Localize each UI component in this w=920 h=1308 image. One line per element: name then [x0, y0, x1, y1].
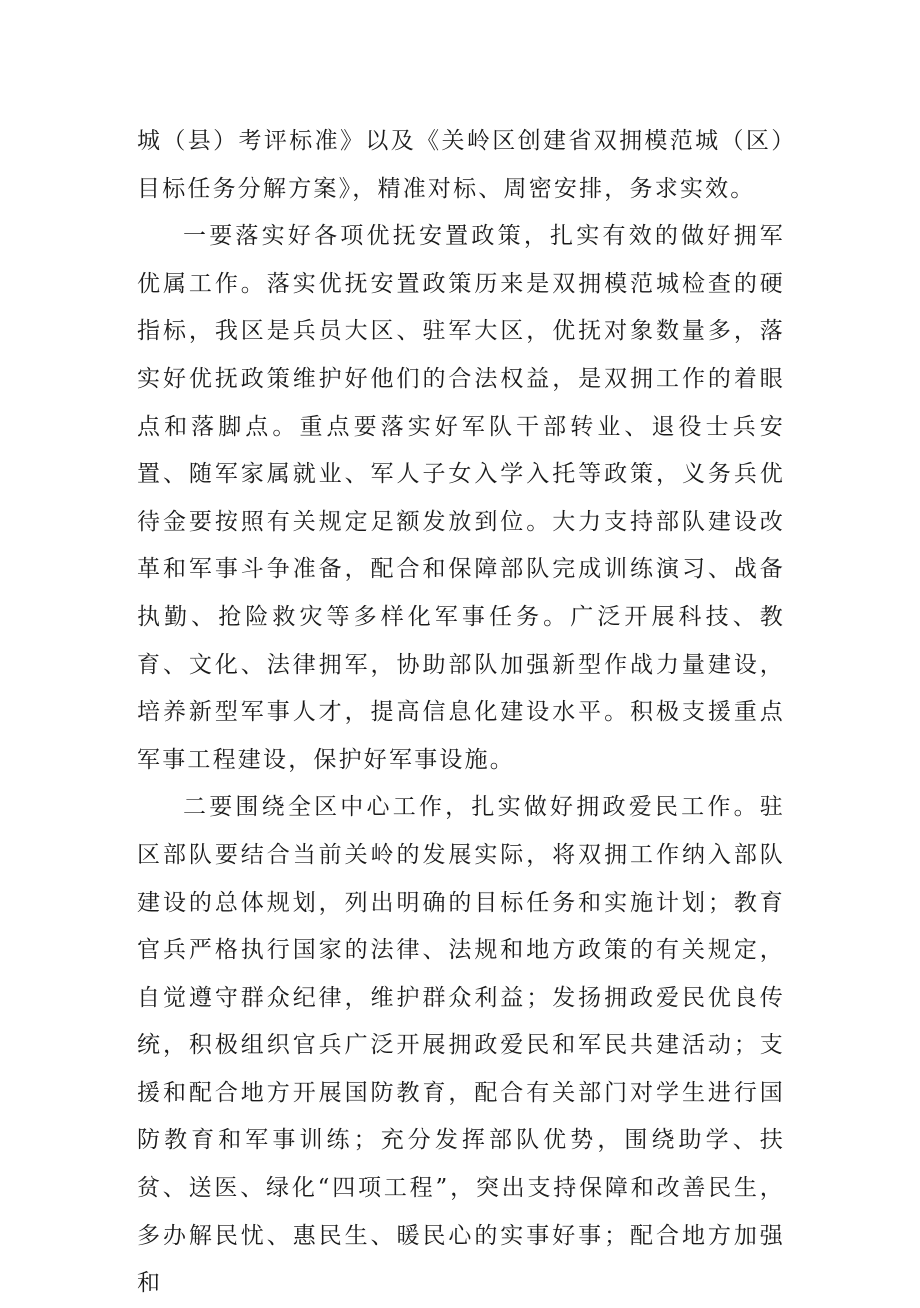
paragraph-government-support: 二要围绕全区中心工作，扎实做好拥政爱民工作。驻区部队要结合当前关岭的发展实际，将双拥工作纳入部队建设的总体规划，列出明确的目标任务和实施计划；教育官兵严格执行国家的法律、法规和地方政策的有关规定，自觉遵守群众纪律，维护群众利益；发扬拥政爱民优良传统，积极组织官兵广泛开展拥政爱民和军民共建活动；支援和配合地方开展国防教育，配合有关部门对学生进行国防教育和军事训练；充分发挥部队优势，围绕助学、扶贫、送医、绿化“四项工程”，突出支持保障和改善民生，多办解民忧、惠民生、暖民心的实事好事；配合地方加强和	[137, 794, 785, 1297]
document-body	[137, 118, 785, 1308]
paragraph-continuation: 城（县）考评标准》以及《关岭区创建省双拥模范城（区）目标任务分解方案》，精准对标、周密安排，务求实效。	[137, 128, 785, 202]
paragraph-military-support: 一要落实好各项优抚安置政策，扎实有效的做好拥军优属工作。落实优抚安置政策历来是双拥模范城检查的硬指标，我区是兵员大区、驻军大区，优抚对象数量多，落实好优抚政策维护好他们的合法权益，是双拥工作的着眼点和落脚点。重点要落实好军队干部转业、退役士兵安置、随军家属就业、军人子女入学入托等政策，义务兵优待金要按照有关规定足额发放到位。大力支持部队建设改革和军事斗争准备，配合和保障部队完成训练演习、战备执勤、抢险救灾等多样化军事任务。广泛开展科技、教育、文化、法律拥军，协助部队加强新型作战力量建设，培养新型军事人才，提高信息化建设水平。积极支援重点军事工程建设，保护好军事设施。	[137, 223, 785, 773]
